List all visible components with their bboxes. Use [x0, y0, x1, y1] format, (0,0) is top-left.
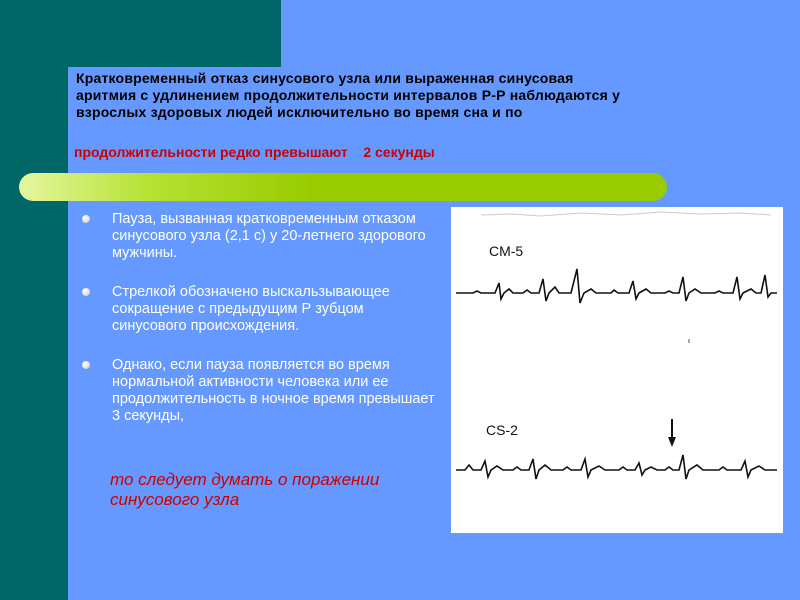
header-line: взрослых здоровых людей исключительно во время сна и по [76, 104, 523, 120]
bullet-text: Однако, если пауза появляется во время нормальной активности человека или ее продолжительность в ночное время превышает 3 секунды, [112, 357, 435, 424]
ecg-panel [451, 207, 783, 533]
bullet-list [80, 211, 440, 447]
bullet-icon [82, 215, 90, 223]
conclusion-text: то следует думать о поражении синусового узла [110, 470, 380, 509]
top-accent-block [0, 0, 281, 67]
bullet-text: Стрелкой обозначено выскальзывающее сокращение с предыдущим Р зубцом синусового происхождения. [112, 284, 390, 334]
ecg-lead-label-top: CM-5 [489, 243, 524, 259]
ecg-lead-label-bottom: CS-2 [486, 422, 518, 438]
ecg-noise-line [481, 212, 771, 216]
bullet-icon [82, 361, 90, 369]
bullet-icon [82, 288, 90, 296]
bullet-text: Пауза, вызванная кратковременным отказом синусового узла (2,1 с) у 20-летнего здорового мужчины. [112, 211, 426, 261]
header-text [76, 70, 766, 121]
green-divider-bar [19, 173, 667, 201]
bullet-item [80, 284, 440, 335]
ecg-trace-top [456, 269, 777, 303]
left-accent-bar [0, 0, 68, 600]
header-line: Кратковременный отказ синусового узла или выраженная синусовая [76, 70, 574, 86]
bullet-item [80, 357, 440, 425]
header-line: аритмия с удлинением продолжительности интервалов Р-Р наблюдаются у [76, 87, 621, 103]
ecg-trace-bottom [456, 455, 777, 479]
bullet-item [80, 211, 440, 262]
ecg-arrow-icon [668, 437, 676, 447]
header-red-line: продолжительности редко превышают 2 секунды [74, 144, 435, 160]
